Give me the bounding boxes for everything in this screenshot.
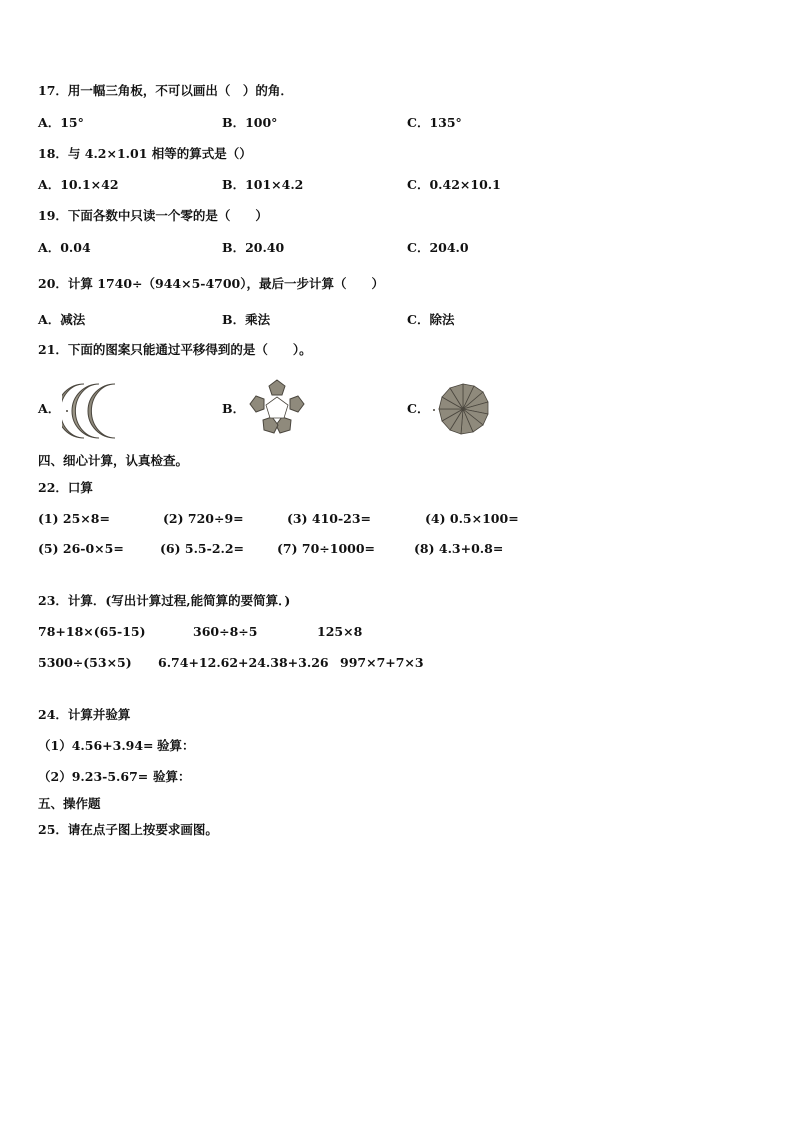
question-19-stem: 19．下面各数中只读一个零的是（ ） [38,208,268,223]
q22-item-4: (4) 0.5×100= [425,511,519,526]
q22-item-6: (6) 5.5-2.2= [160,541,245,556]
q22-item-7: (7) 70÷1000= [277,541,376,556]
q22-item-8: (8) 4.3+0.8= [414,541,504,556]
question-25-stem: 25．请在点子图上按要求画图。 [38,822,218,837]
q17-option-b: B．100° [222,115,278,130]
q22-item-1: (1) 25×8= [38,511,110,526]
q21-option-c: C． [407,401,430,416]
q19-option-a: A．0.04 [38,240,91,255]
q20-option-c: C．除法 [407,312,455,327]
q24-check-label-2: 验算： [153,769,191,784]
q18-option-b: B．101×4.2 [222,177,304,192]
q23-expr-2: 360÷8÷5 [193,624,258,639]
section-5-heading: 五、操作题 [38,796,101,811]
q18-option-c: C．0.42×10.1 [407,177,501,192]
q17-option-a: A．15° [38,115,84,130]
q23-expr-5: 6.74+12.62+24.38+3.26 [158,655,329,670]
section-4-heading: 四、细心计算，认真检查。 [38,453,189,468]
q22-item-2: (2) 720÷9= [163,511,244,526]
pinwheel-figure [430,380,494,438]
q23-expr-6: 997×7+7×3 [340,655,424,670]
question-22-stem: 22．口算 [38,480,93,495]
q20-option-a: A．减法 [38,312,86,327]
q24-item-2: （2）9.23-5.67= [38,769,149,784]
q20-option-b: B．乘法 [222,312,271,327]
q23-expr-4: 5300÷(53×5) [38,655,132,670]
q22-item-5: (5) 26-0×5= [38,541,124,556]
q21-option-b: B． [222,401,246,416]
crescent-moons-figure [62,380,134,442]
question-23-stem: 23．计算．(写出计算过程,能简算的要简算．) [38,593,291,608]
q19-option-c: C．204.0 [407,240,469,255]
question-24-stem: 24．计算并验算 [38,707,131,722]
q17-option-c: C．135° [407,115,462,130]
q21-option-a: A． [38,401,61,416]
question-18-stem: 18．与 4.2×1.01 相等的算式是（） [38,146,252,161]
question-20-stem: 20．计算 1740÷（944×5-4700），最后一步计算（ ） [38,276,385,291]
question-21-stem: 21．下面的图案只能通过平移得到的是（ ）。 [38,342,312,357]
q22-item-3: (3) 410-23= [287,511,372,526]
q23-expr-1: 78+18×(65-15) [38,624,146,639]
q24-check-label-1: 验算： [157,738,195,753]
q19-option-b: B．20.40 [222,240,285,255]
q24-item-1: （1）4.56+3.94= [38,738,154,753]
q18-option-a: A．10.1×42 [38,177,119,192]
q23-expr-3: 125×8 [317,624,363,639]
pentagon-ring-figure [246,378,308,436]
question-17-stem: 17．用一幅三角板，不可以画出（ ）的角． [38,83,293,98]
